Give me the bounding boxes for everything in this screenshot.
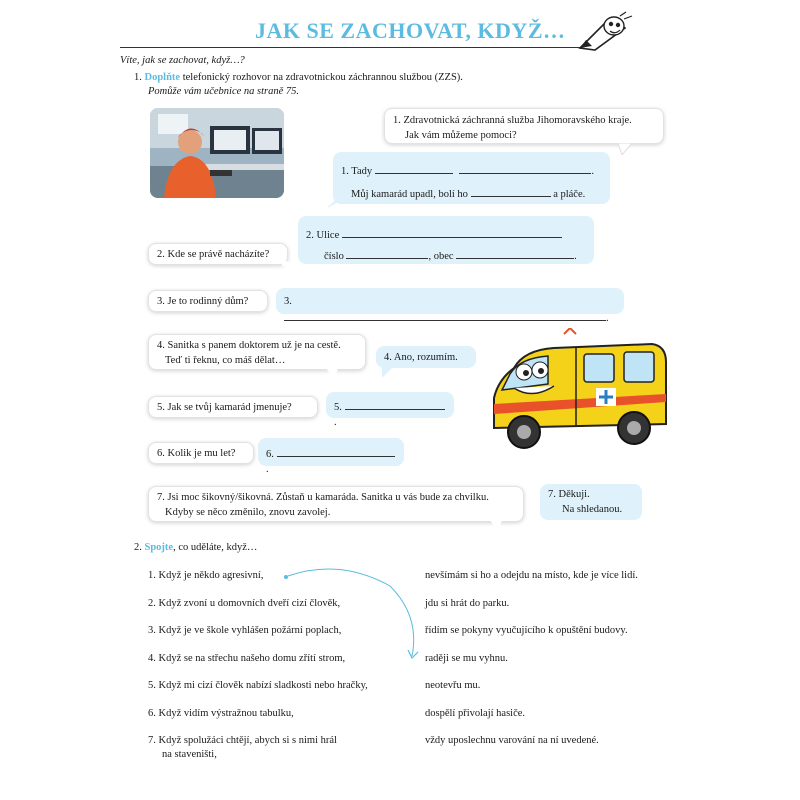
bubble-question-2: 2. Kde se právě nacházíte? — [148, 243, 288, 265]
task1-instruction — [134, 72, 463, 83]
ans6-label: 6. — [266, 449, 274, 460]
bubble-answer-1: 1. Tady . Můj kamarád upadl, bolí ho a pláče. — [333, 152, 610, 204]
q4-line2: Teď ti řeknu, co máš dělat… — [165, 355, 286, 366]
right-item-4[interactable]: raději se mu vyhnu. — [425, 652, 508, 664]
example-connection-line — [280, 566, 430, 666]
left-item-7-cont: na staveništi, — [162, 749, 217, 760]
q4-line1: 4. Sanitka s panem doktorem už je na cestě. — [157, 340, 341, 351]
task1-number: 1. — [134, 72, 142, 83]
bubble-answer-3: 3. . — [276, 288, 624, 314]
left-item-5[interactable]: 5. Když mi cizí člověk nabízí sladkosti nebo hračky, — [148, 680, 368, 691]
answer-blank-6[interactable] — [277, 445, 395, 457]
zzs1-line2: Jak vám můžeme pomoci? — [405, 130, 517, 141]
bubble-tail — [282, 258, 296, 270]
bubble-question-7 — [148, 486, 524, 522]
answer-blank-1c[interactable] — [471, 185, 551, 197]
answer-blank-2b[interactable] — [346, 247, 428, 259]
task2-text: , co uděláte, když… — [173, 542, 258, 553]
right-item-6[interactable]: dospělí přivolají hasiče. — [425, 707, 526, 719]
dispatcher-photo — [150, 108, 284, 198]
ans5-label: 5. — [334, 402, 342, 413]
title-divider — [120, 47, 580, 48]
ans1-text-b: a pláče. — [553, 189, 586, 200]
bubble-answer-6: 6. . — [258, 438, 404, 466]
zzs1-line1: 1. Zdravotnická záchranná služba Jihomoravského kraje. — [393, 115, 632, 126]
task1-text: telefonický rozhovor na zdravotnickou záchrannou službou (ZZS). — [180, 72, 463, 83]
ans2-text-b: , obec — [428, 251, 454, 262]
answer-blank-1b[interactable] — [459, 162, 591, 174]
left-item-7[interactable]: 7. Když spolužáci chtějí, abych si s nimi hrál — [148, 735, 337, 746]
ambulance-icon — [484, 328, 674, 468]
right-item-2[interactable]: jdu si hrát do parku. — [425, 597, 510, 609]
bubble-question-3: 3. Je to rodinný dům? — [148, 290, 268, 312]
task1-keyword: Doplňte — [144, 72, 181, 83]
right-item-5[interactable]: neotevřu mu. — [425, 680, 481, 691]
task2-instruction — [134, 542, 257, 553]
left-item-2[interactable]: 2. Když zvoní u domovních dveří cizí člověk, — [148, 597, 341, 609]
bubble-tail — [326, 195, 340, 209]
ans7-line2: Na shledanou. — [562, 504, 623, 515]
left-item-6[interactable]: 6. Když vidím výstražnou tabulku, — [148, 707, 294, 719]
task1-hint: Pomůže vám učebnice na straně 75. — [148, 86, 300, 97]
answer-blank-5[interactable] — [345, 398, 445, 410]
left-item-3[interactable]: 3. Když je ve škole vyhlášen požární poplach, — [148, 625, 342, 636]
answer-blank-3[interactable] — [284, 309, 606, 321]
right-item-1[interactable]: nevšímám si ho a odejdu na místo, kde je více lidí. — [425, 570, 638, 581]
answer-blank-2a[interactable] — [342, 226, 562, 238]
ans2-text-a: číslo — [324, 251, 344, 262]
q7-line1: 7. Jsi moc šikovný/šikovná. Zůstaň u kamaráda. Sanitka u vás bude za chvilku. — [157, 492, 489, 503]
bubble-answer-2: 2. Ulice číslo , obec . — [298, 216, 594, 264]
ans1-text-a: Můj kamarád upadl, bolí ho — [351, 189, 468, 200]
bubble-tail — [326, 368, 340, 380]
bubble-tail — [618, 143, 632, 155]
answer-blank-1a[interactable] — [375, 162, 453, 174]
bubble-tail — [490, 520, 504, 532]
ans2-label: 2. Ulice — [306, 230, 340, 241]
page-title: JAK SE ZACHOVAT, KDYŽ… — [255, 18, 566, 43]
ans1-label: 1. Tady — [341, 166, 373, 177]
ans7-line1: 7. Děkuji. — [548, 489, 590, 500]
bubble-question-5: 5. Jak se tvůj kamarád jmenuje? — [148, 396, 318, 418]
q7-line2: Kdyby se něco změnilo, znovu zavolej. — [165, 507, 331, 518]
answer-blank-2c[interactable] — [456, 247, 574, 259]
pencil-mascot-icon — [570, 10, 640, 52]
left-item-1[interactable]: 1. Když je někdo agresivní, — [148, 570, 264, 581]
bubble-question-6: 6. Kolik je mu let? — [148, 442, 254, 464]
task2-keyword: Spojte — [144, 542, 174, 553]
bubble-answer-4: 4. Ano, rozumím. — [376, 346, 476, 368]
right-item-3[interactable]: řídím se pokyny vyučujícího k opuštění budovy. — [425, 625, 628, 636]
bubble-answer-7 — [540, 484, 642, 520]
task2-number: 2. — [134, 542, 142, 553]
bubble-tail — [382, 366, 394, 378]
ans3-label: 3. — [284, 296, 292, 307]
right-item-7[interactable]: vždy uposlechnu varování na ní uvedené. — [425, 735, 599, 746]
intro-question: Víte, jak se zachovat, když…? — [120, 55, 245, 66]
bubble-answer-5: 5. . — [326, 392, 454, 418]
bubble-question-4 — [148, 334, 366, 370]
bubble-zzs-1 — [384, 108, 664, 144]
left-item-4[interactable]: 4. Když se na střechu našeho domu zřítí strom, — [148, 652, 346, 664]
